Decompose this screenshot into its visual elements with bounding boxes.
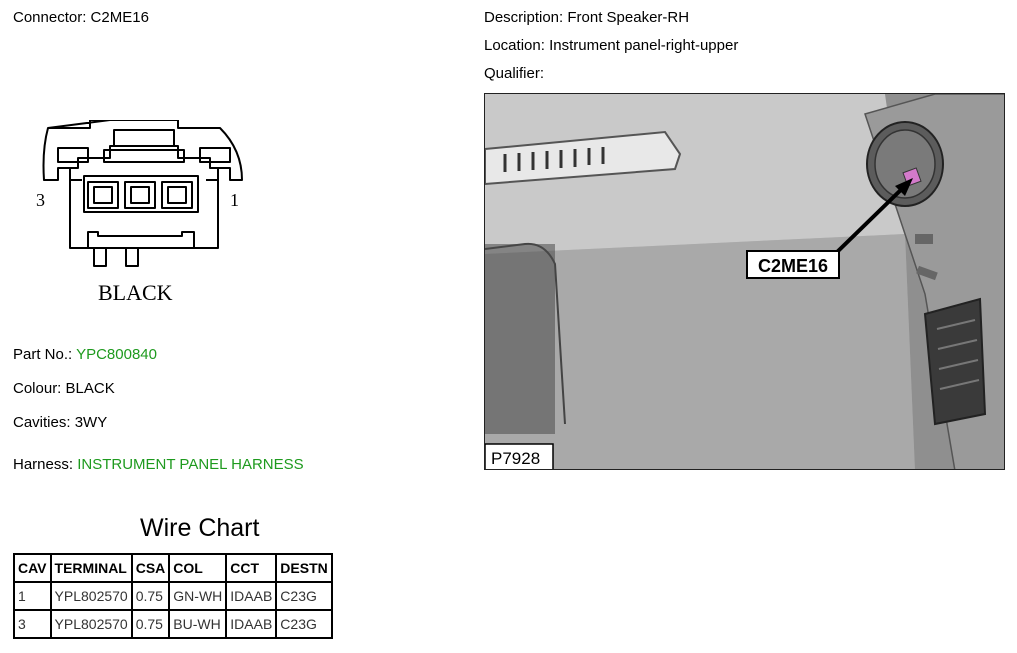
qualifier-label: Qualifier:	[484, 65, 545, 82]
cell-cav: 1	[14, 582, 51, 610]
diagram-color-label: BLACK	[98, 280, 173, 305]
cell-col: GN-WH	[169, 582, 226, 610]
part-no-link[interactable]: YPC800840	[76, 346, 157, 363]
connector-label: Connector:	[13, 9, 87, 26]
cell-terminal: YPL802570	[51, 610, 132, 638]
col-header-cav: CAV	[14, 554, 51, 582]
qualifier-field	[484, 65, 544, 82]
connector-value: C2ME16	[90, 9, 149, 26]
cell-cct: IDAAB	[226, 610, 276, 638]
cell-destn: C23G	[276, 582, 331, 610]
description-label: Description:	[484, 9, 564, 26]
col-header-csa: CSA	[132, 554, 170, 582]
colour-label: Colour:	[13, 380, 62, 397]
cell-destn: C23G	[276, 610, 331, 638]
harness-label: Harness:	[13, 456, 74, 473]
location-value: Instrument panel-right-upper	[549, 37, 739, 54]
location-photo	[484, 93, 1005, 470]
cell-csa: 0.75	[132, 582, 170, 610]
photo-callout-label: C2ME16	[757, 256, 829, 276]
cell-csa: 0.75	[132, 610, 170, 638]
col-header-terminal: TERMINAL	[51, 554, 132, 582]
connector-field	[13, 9, 149, 26]
cell-cav: 3	[14, 610, 51, 638]
description-field	[484, 9, 689, 26]
harness-link[interactable]: INSTRUMENT PANEL HARNESS	[77, 456, 304, 473]
dashboard-illustration	[485, 94, 1005, 470]
colour-field	[13, 380, 115, 397]
cavities-field	[13, 414, 107, 431]
wire-chart-header-row	[14, 554, 332, 582]
cavities-label: Cavities:	[13, 414, 71, 431]
wire-chart-table	[13, 553, 333, 639]
col-header-cct: CCT	[226, 554, 276, 582]
table-row	[14, 610, 332, 638]
part-no-label: Part No.:	[13, 346, 73, 363]
harness-field	[13, 456, 304, 473]
cell-terminal: YPL802570	[51, 582, 132, 610]
location-label: Location:	[484, 37, 545, 54]
table-row	[14, 582, 332, 610]
wire-chart-title: Wire Chart	[140, 514, 260, 542]
cell-cct: IDAAB	[226, 582, 276, 610]
description-value: Front Speaker-RH	[567, 9, 690, 26]
part-no-field	[13, 346, 157, 363]
photo-ref-code: P7928	[491, 449, 541, 468]
col-header-destn: DESTN	[276, 554, 331, 582]
cavities-value: 3WY	[74, 414, 108, 431]
pin-label-left: 3	[36, 190, 45, 210]
col-header-col: COL	[169, 554, 226, 582]
connector-diagram	[30, 120, 250, 310]
colour-value: BLACK	[65, 380, 115, 397]
cell-col: BU-WH	[169, 610, 226, 638]
pin-label-right: 1	[230, 190, 239, 210]
location-field	[484, 37, 738, 54]
